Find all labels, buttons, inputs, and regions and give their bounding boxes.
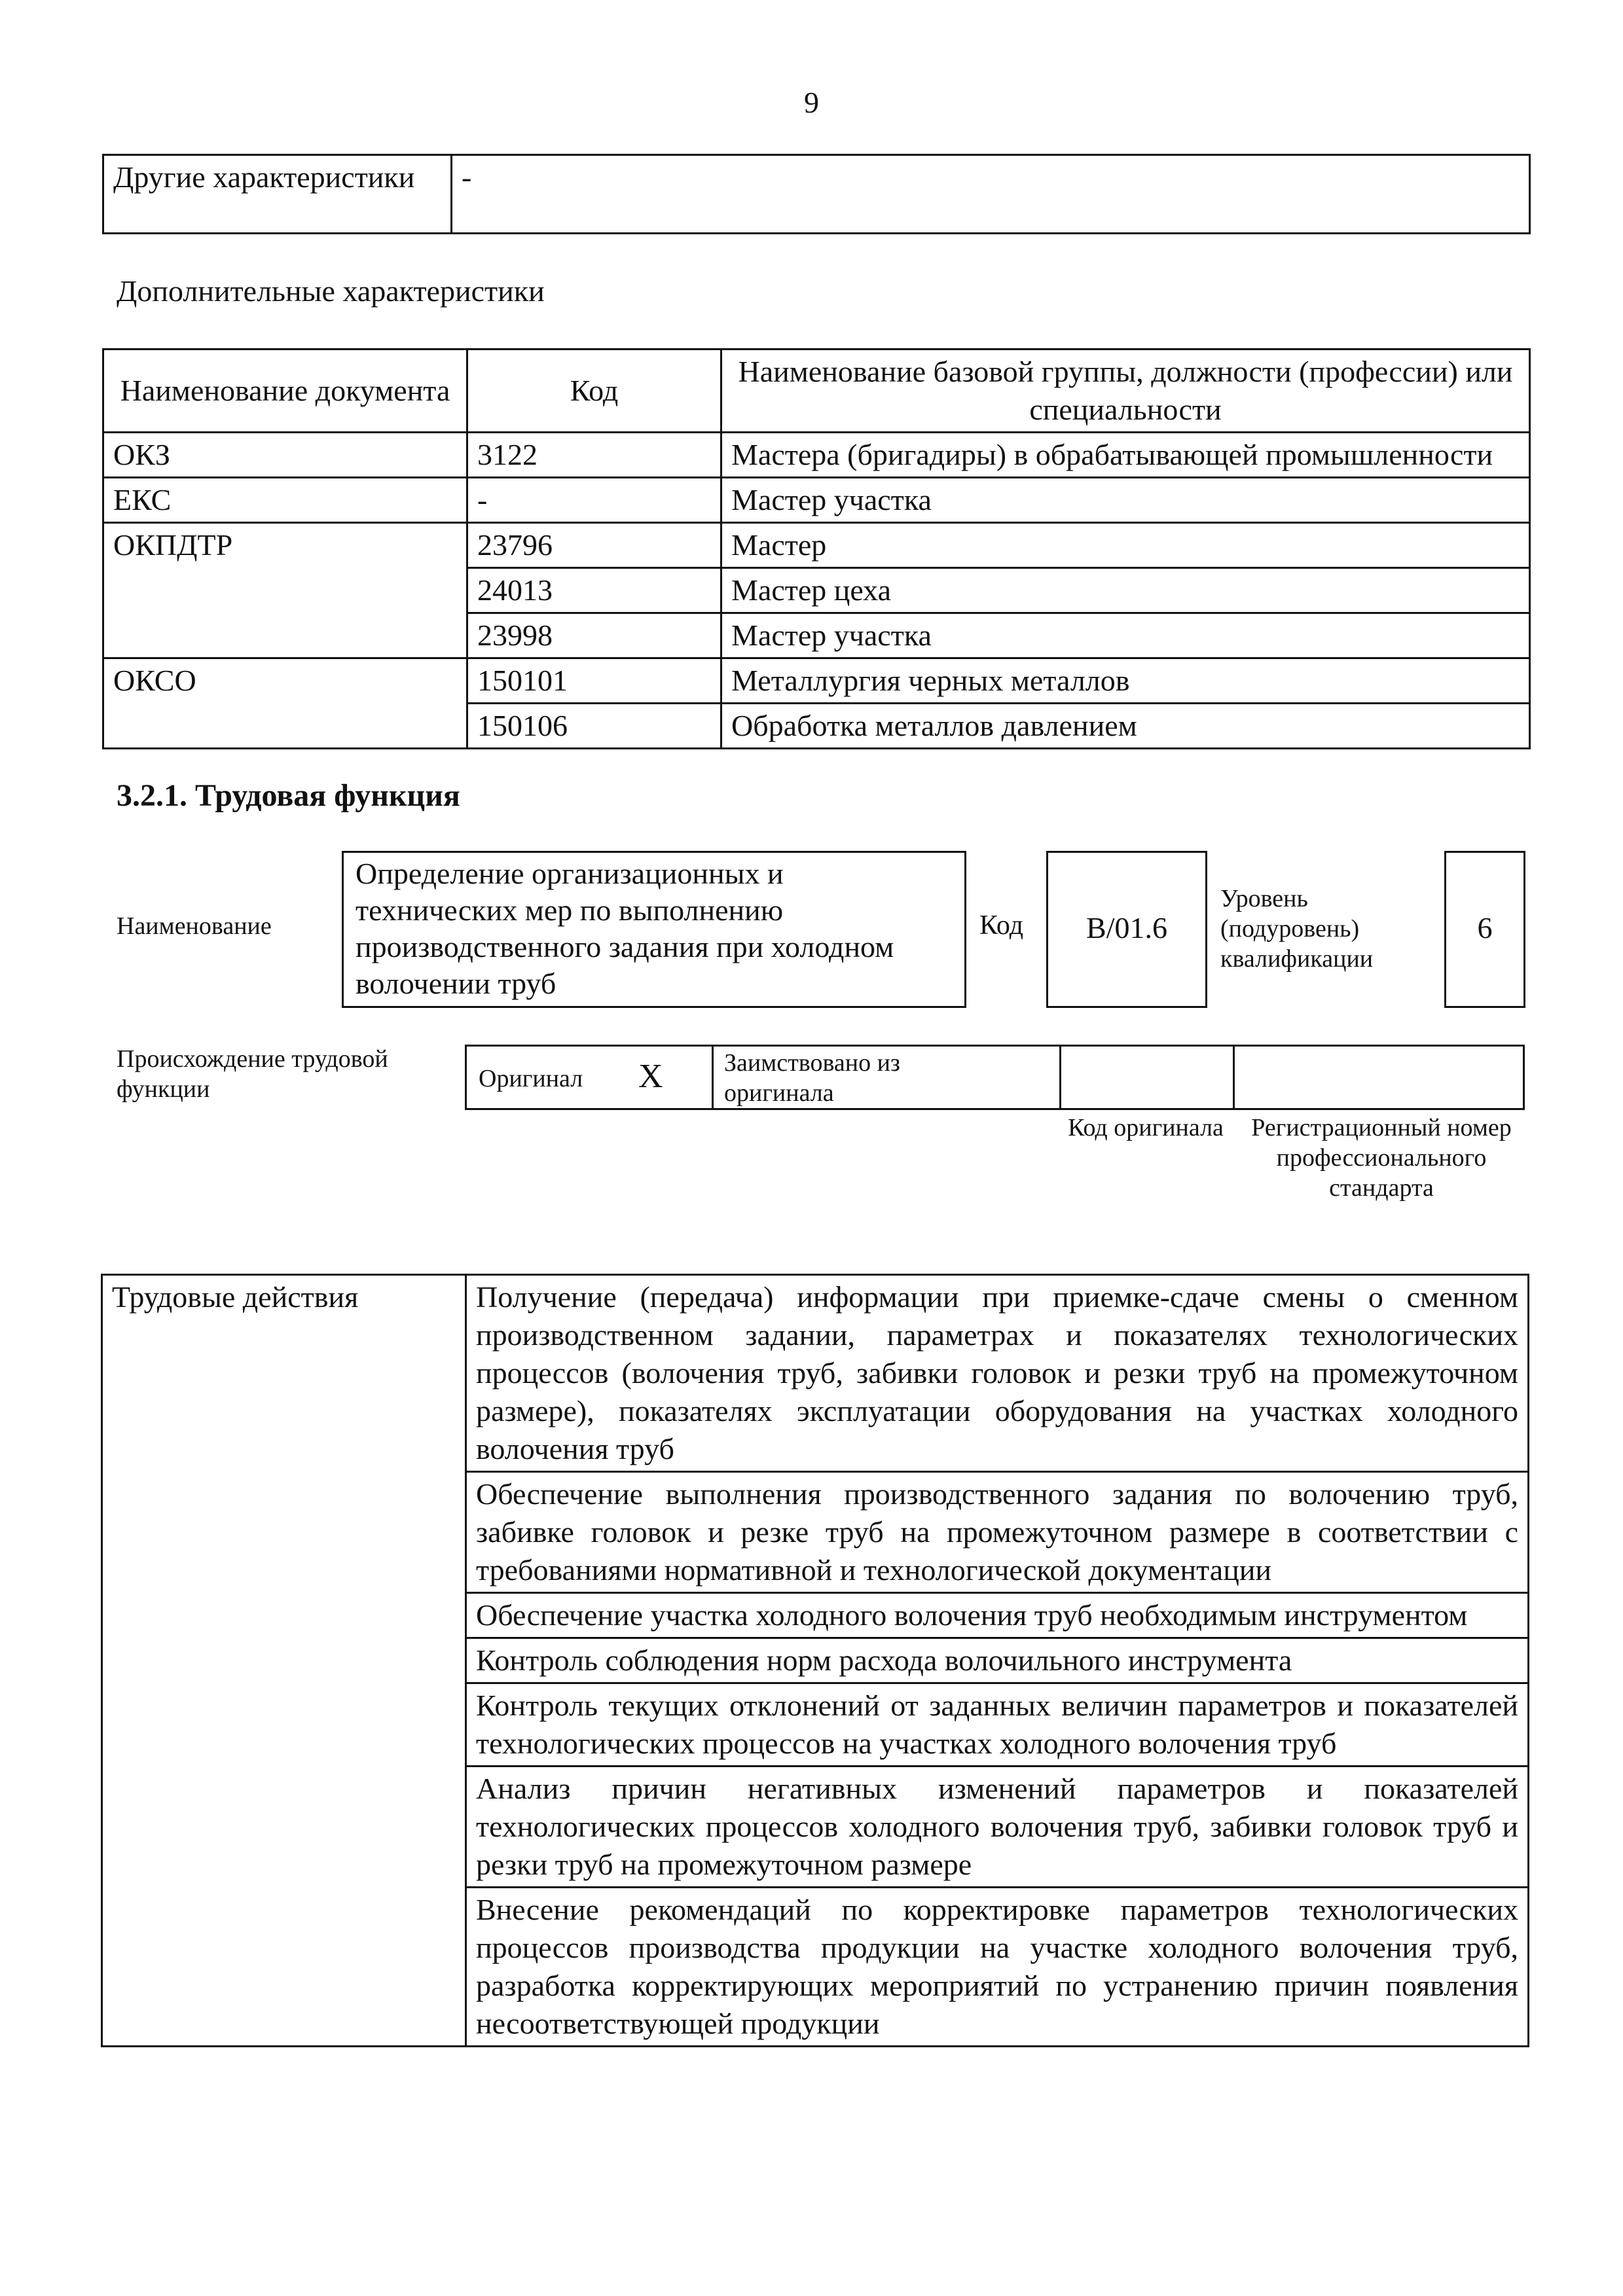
table-row xyxy=(103,523,1530,568)
row-code: 3122 xyxy=(467,433,721,478)
origin-original-mark: X xyxy=(638,1058,663,1095)
labor-action-item: Контроль соблюдения норм расхода волочильного инструмента xyxy=(466,1638,1529,1683)
row-code: - xyxy=(467,478,721,523)
header-document: Наименование документа xyxy=(103,350,467,433)
function-name-value: Определение организационных и технических мер по выполнению производственного задания при холодном волочении труб xyxy=(356,857,894,1000)
origin-original-label: Оригинал xyxy=(479,1065,583,1092)
labor-action-item: Обеспечение участка холодного волочения труб необходимым инструментом xyxy=(466,1593,1529,1638)
row-code: 150106 xyxy=(467,704,721,749)
labor-actions-table xyxy=(101,1274,1529,2047)
section-title: 3.2.1. Трудовая функция xyxy=(117,778,460,813)
row-doc: ЕКС xyxy=(103,478,467,523)
labor-action-item: Получение (передача) информации при приемке-сдаче смены о сменном производственном задании, параметрах и показателях технологических процессов (волочения труб, забивки головок и резки труб на промежуточном размере), показателях эксплуатации оборудования на участках холодного волочения труб xyxy=(466,1275,1529,1472)
function-code-label: Код xyxy=(979,910,1024,941)
row-doc: ОКПДТР xyxy=(103,523,467,658)
row-name: Мастера (бригадиры) в обрабатывающей промышленности xyxy=(721,433,1530,478)
origin-reg-caption: Регистрационный номер профессионального стандарта xyxy=(1251,1114,1512,1202)
qualification-level-label: Уровень (подуровень) квалификации xyxy=(1220,885,1374,973)
row-name: Мастер xyxy=(721,523,1530,568)
function-code-box xyxy=(1046,851,1207,1008)
origin-borrowed-label: Заимствовано из оригинала xyxy=(724,1049,900,1107)
origin-reg-number-box xyxy=(1233,1045,1525,1110)
row-code: 150101 xyxy=(467,658,721,704)
origin-code-box xyxy=(1059,1045,1235,1110)
reference-table-header xyxy=(103,350,1530,433)
labor-action-item: Внесение рекомендаций по корректировке параметров технологических процессов производства продукции на участке холодного волочения труб, разработка корректирующих мероприятий по устранению причин появления несоответствующей продукции xyxy=(466,1888,1529,2047)
row-name: Обработка металлов давлением xyxy=(721,704,1530,749)
header-code: Код xyxy=(467,350,721,433)
header-name: Наименование базовой группы, должности (профессии) или специальности xyxy=(721,350,1530,433)
origin-label: Происхождение трудовой функции xyxy=(117,1045,388,1103)
row-name: Металлургия черных металлов xyxy=(721,658,1530,704)
origin-original-box xyxy=(465,1045,714,1110)
origin-borrowed-box xyxy=(712,1045,1061,1110)
row-name: Мастер участка xyxy=(721,613,1530,658)
table-row xyxy=(102,1275,1529,1472)
qualification-level-box xyxy=(1444,851,1525,1008)
reference-table xyxy=(102,348,1531,749)
row-code: 24013 xyxy=(467,568,721,613)
additional-characteristics-title: Дополнительные характеристики xyxy=(117,274,545,308)
labor-actions-label: Трудовые действия xyxy=(102,1275,466,2047)
page-number: 9 xyxy=(804,86,819,119)
other-characteristics-label: Другие характеристики xyxy=(103,155,452,234)
table-row xyxy=(103,478,1530,523)
other-characteristics-value: - xyxy=(452,155,1530,234)
function-name-label: Наименование xyxy=(117,912,272,940)
table-row xyxy=(103,658,1530,704)
row-doc: ОКЗ xyxy=(103,433,467,478)
row-code: 23998 xyxy=(467,613,721,658)
row-name: Мастер цеха xyxy=(721,568,1530,613)
row-code: 23796 xyxy=(467,523,721,568)
function-code-value: В/01.6 xyxy=(1086,911,1167,944)
labor-action-item: Обеспечение выполнения производственного задания по волочению труб, забивке головок и резке труб на промежуточном размере в соответствии с требованиями нормативной и технологической документации xyxy=(466,1472,1529,1593)
origin-code-caption: Код оригинала xyxy=(1068,1114,1224,1141)
function-name-box xyxy=(342,851,966,1008)
row-name: Мастер участка xyxy=(721,478,1530,523)
labor-action-item: Контроль текущих отклонений от заданных величин параметров и показателей технологических процессов на участках холодного волочения труб xyxy=(466,1683,1529,1767)
labor-action-item: Анализ причин негативных изменений параметров и показателей технологических процессов холодного волочения труб, забивки головок труб и резки труб на промежуточном размере xyxy=(466,1767,1529,1888)
table-row xyxy=(103,433,1530,478)
other-characteristics-table xyxy=(102,154,1531,234)
row-doc: ОКСО xyxy=(103,658,467,749)
qualification-level-value: 6 xyxy=(1477,911,1493,944)
